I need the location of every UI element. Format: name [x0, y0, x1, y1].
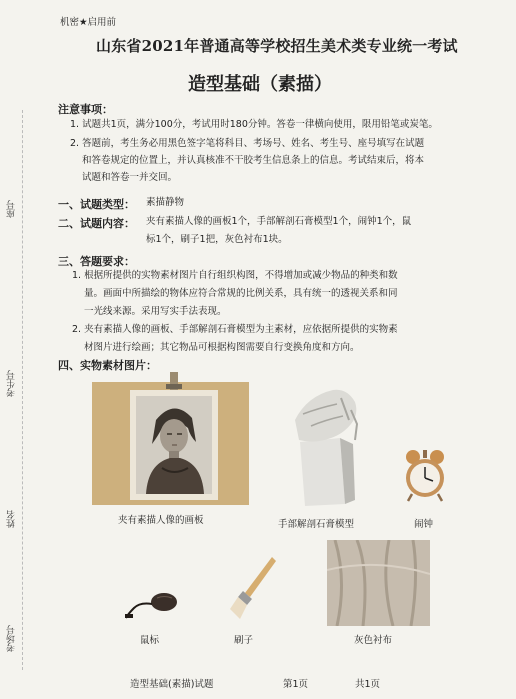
footer-title: 造型基础(素描)试题	[130, 679, 214, 690]
note-2-line-2: 和答卷规定的位置上，并认真核准不干胶考生信息条上的信息。考试结束后，将本	[82, 155, 425, 166]
binding-line	[22, 110, 23, 670]
mouse-caption: 鼠标	[140, 635, 160, 646]
alarm-clock-caption: 闹钟	[414, 519, 434, 530]
req-1-line-2: 量。画面中所描绘的物体应符合常规的比例关系，具有统一的透视关系和同	[84, 288, 398, 299]
seat-label: 座号	[7, 200, 17, 218]
section-1-label: 一、试题类型：	[58, 198, 135, 211]
footer-total: 共1页	[355, 679, 381, 690]
req-1-line-1: 1. 根据所提供的实物素材图片自行组织构图，不得增加或减少物品的种类和数	[72, 270, 398, 281]
section-2-line-1: 夹有素描人像的画板1个，手部解剖石膏模型1个，闹钟1个，鼠	[146, 216, 412, 227]
confidential-mark: 机密★启用前	[60, 17, 117, 28]
notes-heading: 注意事项：	[58, 103, 113, 116]
exam-id-label: 考生号	[7, 370, 17, 397]
hand-model-caption: 手部解剖石膏模型	[278, 519, 355, 530]
name-label: 姓名	[7, 510, 17, 528]
section-1-value: 素描静物	[146, 197, 185, 208]
hand-model-image	[285, 380, 370, 510]
req-2-line-1: 2. 夹有素描人像的画板、手部解剖石膏模型为主素材，应依据所提供的实物素	[72, 324, 398, 335]
exam-room-label: 考场号	[7, 625, 17, 652]
section-2-label: 二、试题内容：	[58, 217, 135, 230]
req-1-line-3: 一光线来源。采用写实手法表现。	[84, 306, 227, 317]
footer-page: 第1页	[283, 679, 309, 690]
cloth-image	[327, 540, 430, 626]
section-4-label: 四、实物素材图片：	[58, 359, 157, 372]
drawing-board-image	[92, 372, 249, 505]
exam-title: 山东省2021年普通高等学校招生美术类专业统一考试	[96, 37, 458, 55]
mouse-image	[122, 588, 182, 620]
section-3-label: 三、答题要求：	[58, 255, 135, 268]
alarm-clock-image	[402, 448, 448, 503]
brush-image	[228, 555, 280, 623]
section-2-line-2: 标1个，刷子1把，灰色衬布1块。	[146, 234, 288, 245]
cloth-caption: 灰色衬布	[354, 635, 393, 646]
note-1: 1. 试题共1页，满分100分，考试用时180分钟。答卷一律横向使用，限用铅笔或炭笔。	[70, 119, 438, 130]
drawing-board-caption: 夹有素描人像的画板	[118, 515, 204, 526]
note-2-line-3: 试题和答卷一并交回。	[82, 172, 178, 183]
brush-caption: 刷子	[234, 635, 254, 646]
note-2-line-1: 2. 答题前，考生务必用黑色签字笔将科目、考场号、姓名、考生号、座号填写在试题	[70, 138, 425, 149]
req-2-line-2: 材图片进行绘画；其它物品可根据构图需要自行变换角度和方向。	[84, 342, 360, 353]
exam-subtitle: 造型基础（素描）	[188, 74, 332, 95]
